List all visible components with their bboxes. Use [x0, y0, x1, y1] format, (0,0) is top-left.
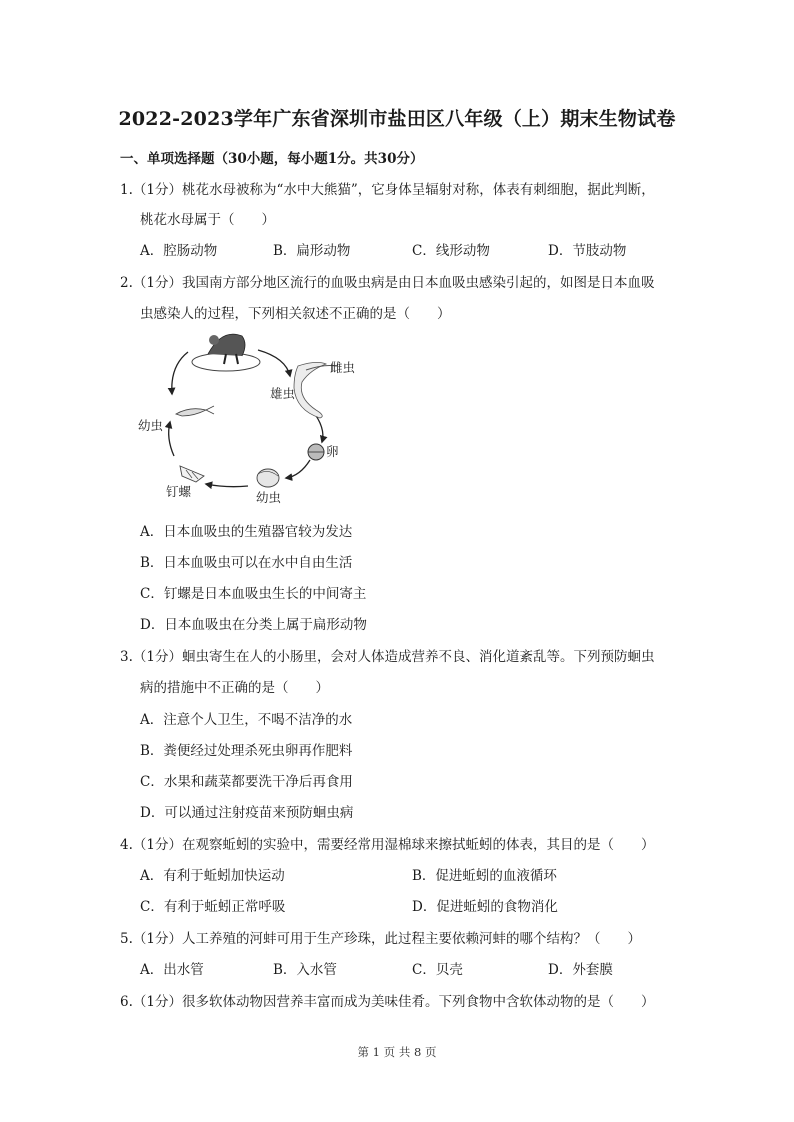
label-male-worm: 雄虫 [270, 386, 296, 401]
label-larva-after-egg: 幼虫 [256, 490, 282, 505]
page-title: 2022-2023学年广东省深圳市盐田区八年级（上）期末生物试卷 [118, 108, 676, 130]
question-1-option-a: A．腔肠动物 [140, 243, 218, 259]
question-3-stem-line-2: 病的措施中不正确的是（ ） [140, 680, 329, 696]
question-3-option-d: D．可以通过注射疫苗来预防蛔虫病 [140, 805, 354, 821]
page-footer: 第 1 页 共 8 页 [357, 1045, 437, 1059]
egg-icon [308, 444, 324, 460]
label-egg: 卵 [326, 444, 339, 459]
question-3-option-b: B．粪便经过处理杀死虫卵再作肥料 [140, 743, 353, 759]
label-larva-in-water: 幼虫 [138, 418, 164, 433]
question-2-option-c: C．钉螺是日本血吸虫生长的中间寄主 [140, 586, 367, 602]
farmer-in-water-icon [192, 334, 260, 371]
miracidium-larva-icon [257, 469, 279, 487]
arrow-larva-to-snail [206, 484, 248, 487]
snail-icon [180, 466, 204, 482]
question-5-option-a: A．出水管 [140, 962, 204, 978]
question-3-stem-line-1: 3.（1分）蛔虫寄生在人的小肠里，会对人体造成营养不良、消化道紊乱等。下列预防蛔虫 [120, 649, 655, 665]
question-3-option-a: A．注意个人卫生，不喝不洁净的水 [140, 712, 353, 728]
question-1-stem-line-1: 1.（1分）桃花水母被称为“水中大熊猫”，它身体呈辐射对称，体表有刺细胞，据此判断， [120, 182, 655, 198]
question-6-stem: 6.（1分）很多软体动物因营养丰富而成为美味佳肴。下列食物中含软体动物的是（ ） [120, 994, 655, 1010]
question-5-option-d: D．外套膜 [548, 962, 613, 978]
question-4-option-a: A．有利于蚯蚓加快运动 [140, 868, 285, 884]
question-1-option-c: C．线形动物 [412, 243, 490, 259]
question-1-stem-line-2: 桃花水母属于（ ） [140, 212, 275, 228]
question-4-option-d: D．促进蚯蚓的食物消化 [412, 899, 558, 915]
question-5-stem: 5.（1分）人工养殖的河蚌可用于生产珍珠，此过程主要依赖河蚌的哪个结构？（ ） [120, 931, 641, 947]
section-heading: 一、单项选择题（30小题，每小题1分。共30分） [120, 151, 424, 167]
arrow-larva-to-human [172, 352, 188, 394]
question-4-stem: 4.（1分）在观察蚯蚓的实验中，需要经常用湿棉球来擦拭蚯蚓的体表，其目的是（ ） [120, 837, 655, 853]
arrow-human-to-worms [258, 350, 290, 376]
question-1-option-d: D．节肢动物 [548, 243, 627, 259]
label-snail: 钉螺 [166, 484, 192, 499]
question-1-option-b: B．扁形动物 [273, 243, 351, 259]
question-2-stem-line-2: 虫感染人的过程，下列相关叙述不正确的是（ ） [140, 306, 451, 322]
question-4-option-b: B．促进蚯蚓的血液循环 [412, 868, 557, 884]
arrow-snail-to-larva [169, 422, 174, 456]
label-female-worm: 雌虫 [330, 360, 356, 375]
question-5-option-c: C．贝壳 [412, 962, 463, 978]
question-2-option-d: D．日本血吸虫在分类上属于扁形动物 [140, 617, 367, 633]
question-2-option-a: A．日本血吸虫的生殖器官较为发达 [140, 524, 353, 540]
question-2-option-b: B．日本血吸虫可以在水中自由生活 [140, 555, 353, 571]
question-3-option-c: C．水果和蔬菜都要洗干净后再食用 [140, 774, 353, 790]
schistosome-life-cycle-diagram [130, 326, 370, 508]
question-4-option-c: C．有利于蚯蚓正常呼吸 [140, 899, 286, 915]
arrow-egg-to-larva [286, 460, 310, 478]
question-2-stem-line-1: 2.（1分）我国南方部分地区流行的血吸虫病是由日本血吸虫感染引起的，如图是日本血吸 [120, 275, 655, 291]
cercaria-larva-icon [176, 406, 214, 416]
question-5-option-b: B．入水管 [273, 962, 337, 978]
